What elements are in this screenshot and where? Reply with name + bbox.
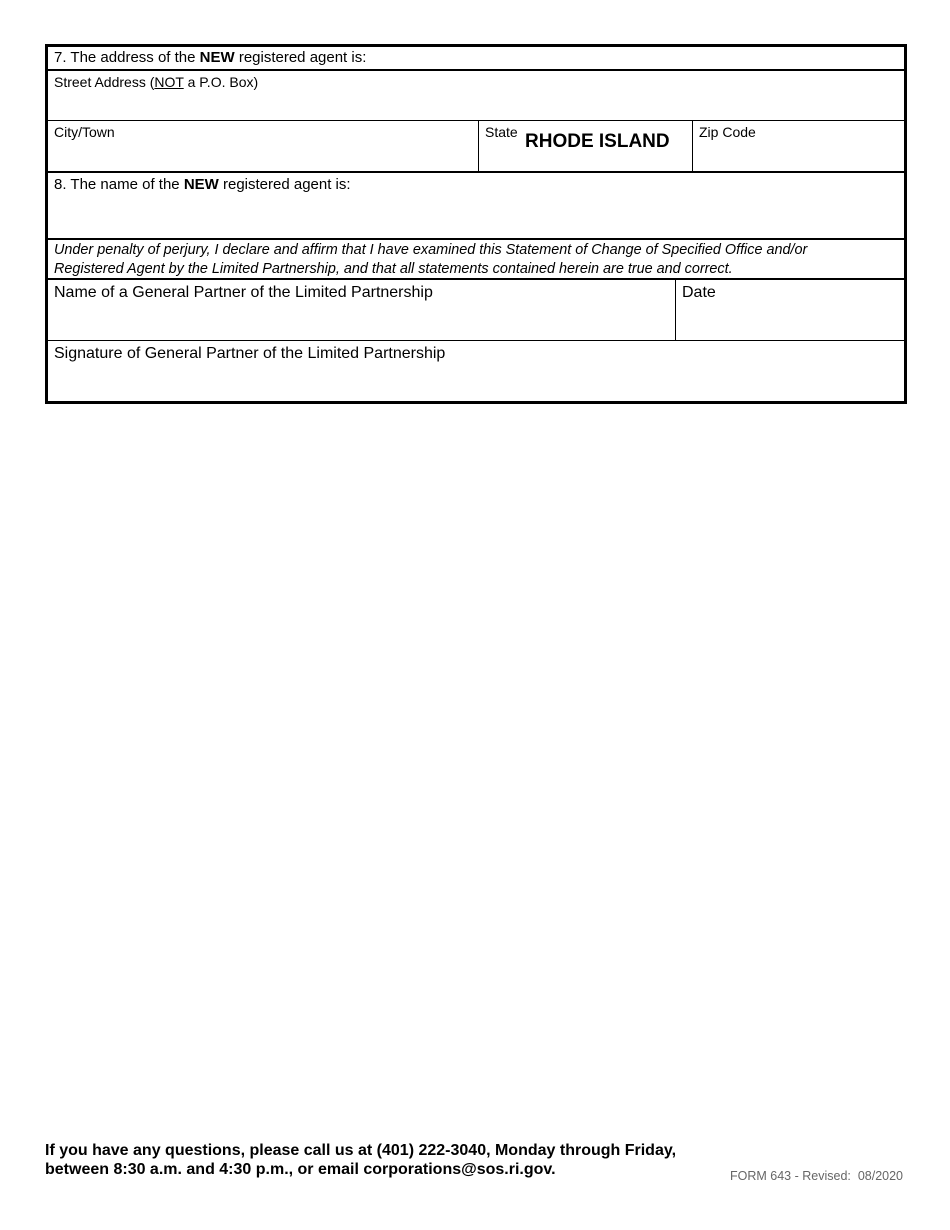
city-state-zip-row — [48, 121, 904, 173]
section-7-row — [48, 47, 904, 71]
declaration-row — [48, 240, 904, 280]
signature-row — [48, 341, 904, 401]
partner-name-field[interactable]: Name of a General Partner of the Limited Partnership — [54, 284, 433, 301]
street-address-field[interactable]: Street Address (NOT a P.O. Box) — [54, 74, 259, 90]
signature-field[interactable]: Signature of General Partner of the Limited Partnership — [54, 345, 446, 362]
section-7-label: 7. The address of the NEW registered agent is: — [54, 49, 367, 66]
agent-name-field[interactable]: 8. The name of the NEW registered agent is: — [54, 176, 351, 193]
partner-name-row — [48, 280, 904, 341]
registered-agent-form — [45, 44, 907, 404]
state-field: State RHODE ISLAND — [478, 121, 692, 171]
date-field[interactable]: Date — [675, 280, 904, 340]
city-field[interactable]: City/Town — [54, 124, 115, 140]
street-address-row — [48, 71, 904, 121]
state-value: RHODE ISLAND — [525, 131, 670, 152]
form-number: FORM 643 - Revised: 08/2020 — [730, 1169, 903, 1183]
section-8-row — [48, 173, 904, 240]
zip-code-field[interactable]: Zip Code — [692, 121, 904, 171]
declaration-text: Under penalty of perjury, I declare and affirm that I have examined this Statement of Change of Specified Office and/or Registered Agent by the Limited Partnership, and that all statements contained herein are true and correct. — [54, 242, 808, 277]
contact-info: If you have any questions, please call us at (401) 222-3040, Monday through Friday, between 8:30 a.m. and 4:30 p.m., or email corporations@sos.ri.gov. — [45, 1142, 677, 1178]
